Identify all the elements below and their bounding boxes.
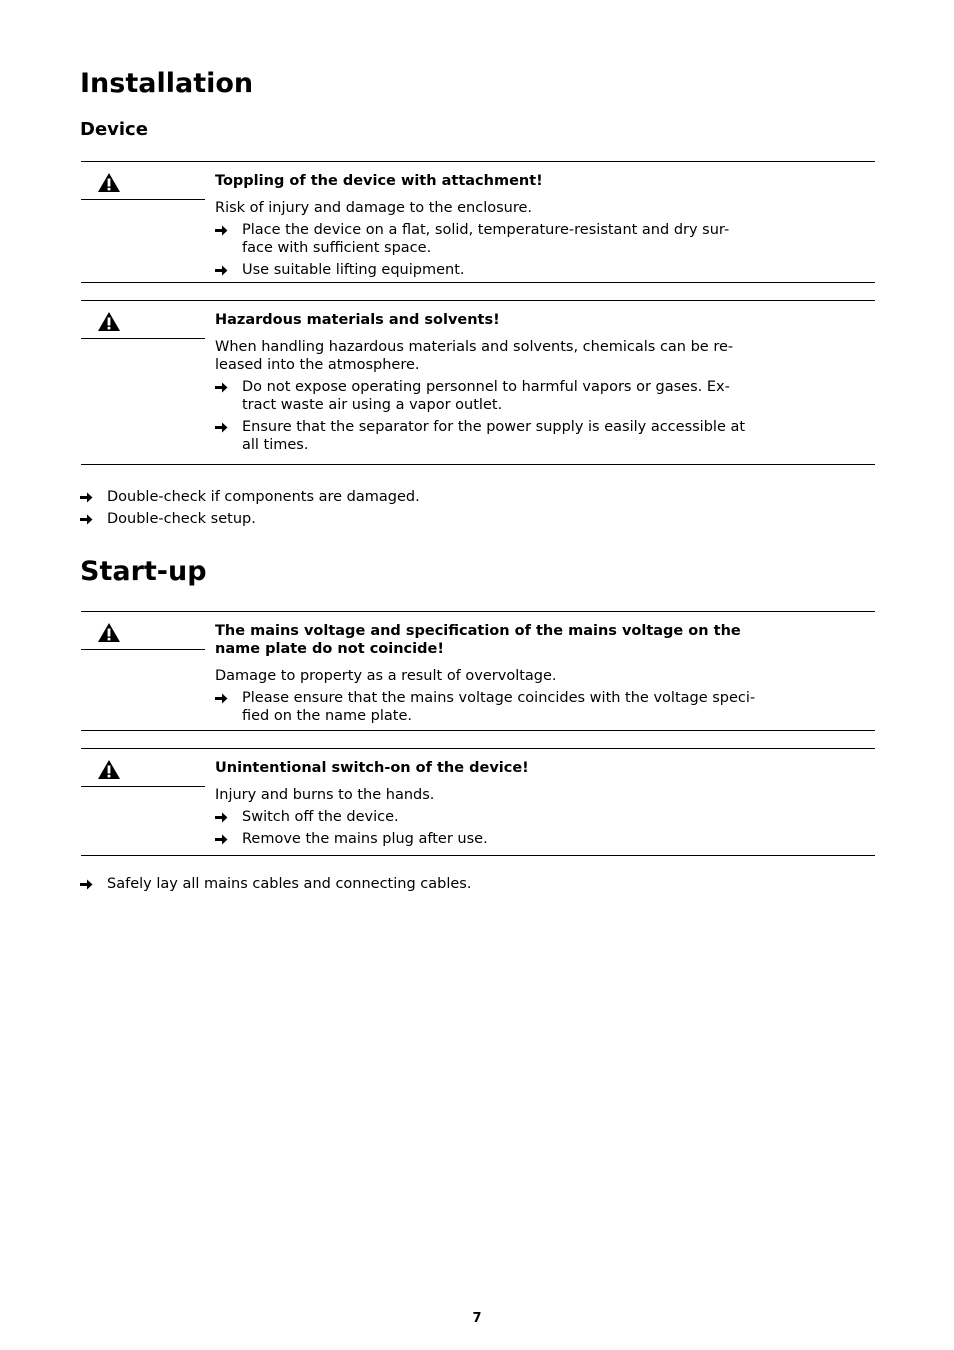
arrow-right-icon [215,693,228,704]
startup-steps [80,875,780,897]
step-item [80,510,780,528]
text-line: leased into the atmosphere. [215,357,420,373]
section-subheading: Device [80,119,148,140]
arrow-right-icon [80,514,93,525]
warning-body [215,311,775,458]
step-item [80,875,780,893]
arrow-right-icon [215,382,228,393]
bullet-line: face with sufficient space. [242,240,432,256]
warning-triangle-icon [97,622,121,643]
warning-icon-cell [81,612,205,650]
bullet-line: Do not expose operating personnel to harmful vapors or gases. Ex- [242,379,730,395]
section-heading: Start-up [80,556,207,587]
warning-body [215,172,775,283]
bullet-line: fied on the name plate. [242,708,413,724]
warning-bullet [215,378,775,414]
arrow-right-icon [80,879,93,890]
bullet-line: tract waste air using a vapor outlet. [242,397,503,413]
bullet-line: Please ensure that the mains voltage coincides with the voltage speci- [242,690,756,706]
bullet-line: all times. [242,437,309,453]
warning-bullet [215,221,775,257]
arrow-right-icon [215,422,228,433]
installation-steps [80,488,780,532]
warning-title: Hazardous materials and solvents! [215,312,500,328]
step-item [80,488,780,506]
warning-box [81,161,875,283]
warning-box [81,611,875,731]
warning-text: Damage to property as a result of overvoltage. [215,668,557,684]
warning-bullet [215,418,775,454]
page-title: Installation [80,68,254,99]
warning-box [81,748,875,856]
warning-triangle-icon [97,172,121,193]
warning-text [215,338,775,374]
bullet-line: Remove the mains plug after use. [242,831,488,847]
warning-triangle-icon [97,759,121,780]
warning-icon-cell [81,749,205,787]
step-text: Safely lay all mains cables and connecting cables. [107,876,472,892]
page-number: 7 [472,1311,482,1326]
warning-triangle-icon [97,311,121,332]
step-text: Double-check if components are damaged. [107,489,420,505]
bullet-line: Switch off the device. [242,809,399,825]
title-line: The mains voltage and specification of the mains voltage on the [215,623,741,639]
warning-title [215,622,775,658]
bullet-line: Place the device on a flat, solid, temperature-resistant and dry sur- [242,222,730,238]
arrow-right-icon [215,265,228,276]
warning-bullet [215,689,775,725]
arrow-right-icon [215,834,228,845]
arrow-right-icon [215,812,228,823]
arrow-right-icon [80,492,93,503]
warning-icon-cell [81,162,205,200]
title-line: name plate do not coincide! [215,641,444,657]
step-text: Double-check setup. [107,511,256,527]
warning-body [215,622,775,729]
warning-icon-cell [81,301,205,339]
warning-text: Injury and burns to the hands. [215,787,435,803]
warning-body [215,759,775,852]
warning-bullet [215,261,775,279]
arrow-right-icon [215,225,228,236]
bullet-line: Ensure that the separator for the power supply is easily accessible at [242,419,746,435]
warning-bullet [215,830,775,848]
warning-title: Toppling of the device with attachment! [215,173,543,189]
warning-box [81,300,875,465]
text-line: When handling hazardous materials and solvents, chemicals can be re- [215,339,734,355]
warning-title: Unintentional switch-on of the device! [215,760,529,776]
warning-bullet [215,808,775,826]
warning-text: Risk of injury and damage to the enclosure. [215,200,533,216]
bullet-line: Use suitable lifting equipment. [242,262,465,278]
